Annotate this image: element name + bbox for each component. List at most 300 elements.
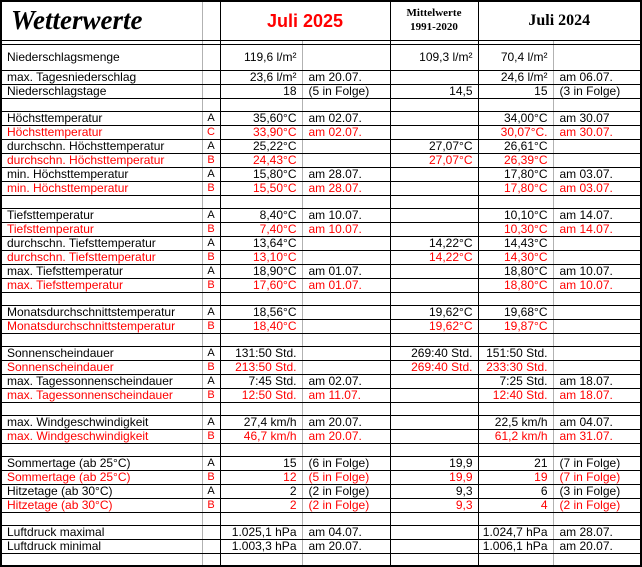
table-row — [2, 346, 640, 360]
spacer-cell — [202, 553, 220, 565]
table-row — [2, 388, 640, 402]
date-previous-month: am 10.07. — [553, 278, 640, 292]
spacer-cell — [302, 333, 390, 346]
date-current-month — [302, 319, 390, 333]
value-reference-period — [390, 125, 478, 139]
value-previous-month: 21 — [478, 456, 553, 470]
spacer-cell — [202, 195, 220, 208]
date-current-month: am 20.07. — [302, 70, 390, 84]
table-row — [2, 360, 640, 374]
weather-table — [2, 2, 640, 565]
spacer-cell — [302, 443, 390, 456]
row-label: Tiefsttemperatur — [2, 222, 202, 236]
spacer-cell — [390, 402, 478, 415]
row-label: durchschn. Tiefsttemperatur — [2, 236, 202, 250]
value-reference-period — [390, 525, 478, 539]
series-flag — [202, 525, 220, 539]
value-previous-month: 7:25 Std. — [478, 374, 553, 388]
spacer-cell — [202, 443, 220, 456]
date-previous-month: am 30.07 — [553, 111, 640, 125]
value-current-month: 35,60°C — [220, 111, 302, 125]
date-current-month — [302, 44, 390, 70]
spacer-cell — [390, 195, 478, 208]
date-previous-month: am 14.07. — [553, 222, 640, 236]
value-current-month: 25,22°C — [220, 139, 302, 153]
date-current-month: am 02.07. — [302, 111, 390, 125]
table-row — [2, 525, 640, 539]
series-flag — [202, 539, 220, 553]
date-previous-month — [553, 250, 640, 264]
value-current-month: 7,40°C — [220, 222, 302, 236]
spacer-cell — [220, 195, 302, 208]
value-previous-month: 15 — [478, 84, 553, 98]
value-previous-month: 10,30°C — [478, 222, 553, 236]
series-flag: B — [202, 360, 220, 374]
value-reference-period — [390, 111, 478, 125]
value-reference-period: 19,9 — [390, 470, 478, 484]
date-current-month: am 28.07. — [302, 181, 390, 195]
spacer-row — [2, 443, 640, 456]
value-current-month: 18,40°C — [220, 319, 302, 333]
value-previous-month: 14,30°C — [478, 250, 553, 264]
series-flag: A — [202, 208, 220, 222]
value-reference-period: 9,3 — [390, 484, 478, 498]
spacer-cell — [220, 98, 302, 111]
value-reference-period — [390, 539, 478, 553]
date-current-month: am 10.07. — [302, 222, 390, 236]
value-reference-period: 109,3 l/m² — [390, 44, 478, 70]
date-previous-month: am 04.07. — [553, 415, 640, 429]
spacer-cell — [202, 512, 220, 525]
date-previous-month: (7 in Folge) — [553, 456, 640, 470]
row-label: min. Höchsttemperatur — [2, 181, 202, 195]
date-previous-month — [553, 360, 640, 374]
table-row — [2, 111, 640, 125]
value-current-month: 17,60°C — [220, 278, 302, 292]
value-reference-period: 9,3 — [390, 498, 478, 512]
spacer-cell — [302, 195, 390, 208]
row-label: Monatsdurchschnittstemperatur — [2, 319, 202, 333]
value-reference-period: 269:40 Std. — [390, 346, 478, 360]
row-label: durchschn. Tiefsttemperatur — [2, 250, 202, 264]
header-reference-period-line2: 1991-2020 — [410, 20, 458, 33]
date-previous-month: am 06.07. — [553, 70, 640, 84]
date-previous-month: am 18.07. — [553, 388, 640, 402]
value-reference-period: 14,5 — [390, 84, 478, 98]
value-previous-month: 24,6 l/m² — [478, 70, 553, 84]
spacer-cell — [390, 292, 478, 305]
series-flag: B — [202, 429, 220, 443]
spacer-row — [2, 333, 640, 346]
spacer-cell — [302, 292, 390, 305]
spacer-cell — [2, 195, 202, 208]
date-current-month: am 20.07. — [302, 429, 390, 443]
table-row — [2, 498, 640, 512]
spacer-cell — [390, 443, 478, 456]
value-current-month: 15,80°C — [220, 167, 302, 181]
header-row — [2, 2, 640, 40]
date-previous-month: (3 in Folge) — [553, 484, 640, 498]
series-flag: B — [202, 278, 220, 292]
date-previous-month: am 28.07. — [553, 525, 640, 539]
spacer-cell — [220, 553, 302, 565]
value-previous-month: 18,80°C — [478, 278, 553, 292]
table-row — [2, 264, 640, 278]
spacer-cell — [478, 553, 553, 565]
value-previous-month: 233:30 Std. — [478, 360, 553, 374]
spacer-cell — [302, 553, 390, 565]
row-label: Sonnenscheindauer — [2, 346, 202, 360]
value-current-month: 12:50 Std. — [220, 388, 302, 402]
value-reference-period — [390, 415, 478, 429]
date-current-month: am 20.07. — [302, 415, 390, 429]
value-current-month: 7:45 Std. — [220, 374, 302, 388]
spacer-cell — [553, 512, 640, 525]
table-row — [2, 484, 640, 498]
value-reference-period — [390, 374, 478, 388]
spacer-cell — [553, 292, 640, 305]
date-current-month: (6 in Folge) — [302, 456, 390, 470]
series-flag: A — [202, 415, 220, 429]
row-label: Niederschlagstage — [2, 84, 202, 98]
series-flag: B — [202, 498, 220, 512]
value-previous-month: 6 — [478, 484, 553, 498]
value-reference-period: 19,62°C — [390, 305, 478, 319]
series-flag: B — [202, 470, 220, 484]
spacer-cell — [553, 98, 640, 111]
spacer-cell — [478, 402, 553, 415]
value-current-month: 18,56°C — [220, 305, 302, 319]
date-current-month — [302, 250, 390, 264]
date-previous-month: (2 in Folge) — [553, 498, 640, 512]
header-reference-period-line1: Mittelwerte — [406, 7, 462, 19]
spacer-cell — [553, 333, 640, 346]
table-row — [2, 70, 640, 84]
value-previous-month: 26,39°C — [478, 153, 553, 167]
table-row — [2, 374, 640, 388]
date-current-month: am 28.07. — [302, 167, 390, 181]
value-previous-month: 30,07°C. — [478, 125, 553, 139]
date-previous-month: am 31.07. — [553, 429, 640, 443]
table-row — [2, 470, 640, 484]
value-previous-month: 22,5 km/h — [478, 415, 553, 429]
value-previous-month: 70,4 l/m² — [478, 44, 553, 70]
date-previous-month: (3 in Folge) — [553, 84, 640, 98]
spacer-row — [2, 402, 640, 415]
date-previous-month: am 20.07. — [553, 539, 640, 553]
date-current-month — [302, 305, 390, 319]
series-flag — [202, 70, 220, 84]
date-current-month: (5 in Folge) — [302, 84, 390, 98]
header-reference-period — [390, 2, 478, 40]
spacer-cell — [2, 292, 202, 305]
spacer-row — [2, 292, 640, 305]
series-flag: A — [202, 305, 220, 319]
header-flag-spacer — [202, 2, 220, 40]
row-label: max. Tiefsttemperatur — [2, 264, 202, 278]
spacer-row — [2, 553, 640, 565]
value-current-month: 15,50°C — [220, 181, 302, 195]
series-flag: B — [202, 153, 220, 167]
value-current-month: 2 — [220, 484, 302, 498]
row-label: max. Tagessonnenscheindauer — [2, 388, 202, 402]
spacer-cell — [302, 98, 390, 111]
date-previous-month: am 03.07. — [553, 167, 640, 181]
spacer-cell — [302, 512, 390, 525]
spacer-cell — [220, 333, 302, 346]
date-previous-month — [553, 319, 640, 333]
date-previous-month — [553, 139, 640, 153]
series-flag: A — [202, 139, 220, 153]
spacer-cell — [2, 553, 202, 565]
date-previous-month: am 14.07. — [553, 208, 640, 222]
value-previous-month: 14,43°C — [478, 236, 553, 250]
value-reference-period — [390, 208, 478, 222]
table-row — [2, 250, 640, 264]
spacer-cell — [553, 195, 640, 208]
value-reference-period: 27,07°C — [390, 139, 478, 153]
date-current-month — [302, 236, 390, 250]
date-current-month — [302, 346, 390, 360]
table-row — [2, 125, 640, 139]
table-row — [2, 181, 640, 195]
spacer-cell — [202, 402, 220, 415]
series-flag: A — [202, 167, 220, 181]
value-previous-month: 17,80°C — [478, 181, 553, 195]
table-row — [2, 236, 640, 250]
value-current-month: 15 — [220, 456, 302, 470]
spacer-cell — [220, 512, 302, 525]
value-current-month: 131:50 Std. — [220, 346, 302, 360]
series-flag: A — [202, 264, 220, 278]
date-previous-month: am 03.07. — [553, 181, 640, 195]
value-current-month: 46,7 km/h — [220, 429, 302, 443]
series-flag: C — [202, 125, 220, 139]
spacer-cell — [478, 195, 553, 208]
row-label: max. Tiefsttemperatur — [2, 278, 202, 292]
row-label: max. Tagesniederschlag — [2, 70, 202, 84]
date-current-month: (5 in Folge) — [302, 470, 390, 484]
value-previous-month: 17,80°C — [478, 167, 553, 181]
value-previous-month: 34,00°C — [478, 111, 553, 125]
value-previous-month: 18,80°C — [478, 264, 553, 278]
spacer-cell — [390, 333, 478, 346]
value-reference-period: 14,22°C — [390, 236, 478, 250]
spacer-cell — [553, 443, 640, 456]
spacer-cell — [478, 443, 553, 456]
value-reference-period — [390, 429, 478, 443]
series-flag: A — [202, 484, 220, 498]
row-label: Niederschlagsmenge — [2, 44, 202, 70]
value-current-month: 119,6 l/m² — [220, 44, 302, 70]
value-reference-period: 14,22°C — [390, 250, 478, 264]
row-label: Höchsttemperatur — [2, 125, 202, 139]
table-body — [2, 40, 640, 565]
spacer-cell — [390, 553, 478, 565]
spacer-cell — [220, 292, 302, 305]
table-row — [2, 44, 640, 70]
date-current-month: am 02.07. — [302, 125, 390, 139]
spacer-cell — [390, 98, 478, 111]
value-current-month: 13,64°C — [220, 236, 302, 250]
row-label: durchschn. Höchsttemperatur — [2, 139, 202, 153]
header-previous-month: Juli 2024 — [478, 2, 640, 40]
spacer-cell — [2, 98, 202, 111]
date-current-month: am 20.07. — [302, 539, 390, 553]
series-flag: A — [202, 456, 220, 470]
date-current-month: am 11.07. — [302, 388, 390, 402]
value-reference-period: 19,9 — [390, 456, 478, 470]
row-label: durchschn. Höchsttemperatur — [2, 153, 202, 167]
row-label: min. Höchsttemperatur — [2, 167, 202, 181]
spacer-row — [2, 195, 640, 208]
value-reference-period — [390, 264, 478, 278]
row-label: Hitzetage (ab 30°C) — [2, 484, 202, 498]
value-current-month: 1.025,1 hPa — [220, 525, 302, 539]
value-previous-month: 4 — [478, 498, 553, 512]
header-current-month: Juli 2025 — [220, 2, 390, 40]
date-previous-month: (7 in Folge) — [553, 470, 640, 484]
value-previous-month: 1.006,1 hPa — [478, 539, 553, 553]
spacer-cell — [202, 333, 220, 346]
date-previous-month — [553, 305, 640, 319]
spacer-cell — [202, 292, 220, 305]
value-previous-month: 10,10°C — [478, 208, 553, 222]
value-current-month: 24,43°C — [220, 153, 302, 167]
value-reference-period: 27,07°C — [390, 153, 478, 167]
date-current-month — [302, 153, 390, 167]
row-label: Sommertage (ab 25°C) — [2, 456, 202, 470]
value-current-month: 2 — [220, 498, 302, 512]
table-row — [2, 456, 640, 470]
table-row — [2, 278, 640, 292]
spacer-row — [2, 512, 640, 525]
date-current-month — [302, 360, 390, 374]
value-previous-month: 1.024,7 hPa — [478, 525, 553, 539]
spacer-row — [2, 98, 640, 111]
value-current-month: 18 — [220, 84, 302, 98]
table-row — [2, 139, 640, 153]
series-flag: B — [202, 388, 220, 402]
spacer-cell — [390, 512, 478, 525]
value-current-month: 1.003,3 hPa — [220, 539, 302, 553]
spacer-cell — [478, 333, 553, 346]
spacer-cell — [478, 292, 553, 305]
table-row — [2, 305, 640, 319]
date-previous-month: am 10.07. — [553, 264, 640, 278]
spacer-cell — [2, 402, 202, 415]
series-flag: B — [202, 222, 220, 236]
row-label: Sonnenscheindauer — [2, 360, 202, 374]
date-current-month — [302, 139, 390, 153]
value-previous-month: 151:50 Std. — [478, 346, 553, 360]
value-previous-month: 19,68°C — [478, 305, 553, 319]
spacer-cell — [2, 512, 202, 525]
series-flag: B — [202, 319, 220, 333]
table-row — [2, 415, 640, 429]
value-current-month: 12 — [220, 470, 302, 484]
spacer-cell — [2, 333, 202, 346]
value-previous-month: 12:40 Std. — [478, 388, 553, 402]
table-row — [2, 167, 640, 181]
page-title: Wetterwerte — [2, 2, 202, 40]
row-label: max. Tagessonnenscheindauer — [2, 374, 202, 388]
date-previous-month — [553, 153, 640, 167]
spacer-cell — [478, 512, 553, 525]
series-flag: A — [202, 111, 220, 125]
date-current-month: (2 in Folge) — [302, 498, 390, 512]
series-flag: B — [202, 181, 220, 195]
value-reference-period: 269:40 Std. — [390, 360, 478, 374]
value-reference-period — [390, 278, 478, 292]
spacer-cell — [478, 98, 553, 111]
value-current-month: 213:50 Std. — [220, 360, 302, 374]
date-previous-month: am 30.07. — [553, 125, 640, 139]
date-previous-month — [553, 44, 640, 70]
value-reference-period — [390, 181, 478, 195]
date-current-month: am 01.07. — [302, 264, 390, 278]
date-current-month: am 01.07. — [302, 278, 390, 292]
series-flag: B — [202, 250, 220, 264]
row-label: Hitzetage (ab 30°C) — [2, 498, 202, 512]
row-label: Luftdruck maximal — [2, 525, 202, 539]
value-reference-period — [390, 388, 478, 402]
spacer-cell — [220, 402, 302, 415]
spacer-cell — [220, 443, 302, 456]
date-current-month: am 04.07. — [302, 525, 390, 539]
value-current-month: 18,90°C — [220, 264, 302, 278]
value-current-month: 33,90°C — [220, 125, 302, 139]
row-label: max. Windgeschwindigkeit — [2, 415, 202, 429]
date-previous-month: am 18.07. — [553, 374, 640, 388]
value-reference-period: 19,62°C — [390, 319, 478, 333]
table-row — [2, 153, 640, 167]
row-label: Tiefsttemperatur — [2, 208, 202, 222]
date-current-month: am 02.07. — [302, 374, 390, 388]
value-current-month: 23,6 l/m² — [220, 70, 302, 84]
series-flag — [202, 44, 220, 70]
value-previous-month: 19,87°C — [478, 319, 553, 333]
series-flag: A — [202, 346, 220, 360]
table-row — [2, 429, 640, 443]
table-row — [2, 84, 640, 98]
value-reference-period — [390, 167, 478, 181]
value-previous-month: 19 — [478, 470, 553, 484]
value-current-month: 27,4 km/h — [220, 415, 302, 429]
row-label: Sommertage (ab 25°C) — [2, 470, 202, 484]
table-row — [2, 539, 640, 553]
row-label: Höchsttemperatur — [2, 111, 202, 125]
spacer-cell — [302, 402, 390, 415]
spacer-cell — [553, 402, 640, 415]
series-flag: A — [202, 236, 220, 250]
spacer-cell — [202, 98, 220, 111]
date-previous-month — [553, 346, 640, 360]
spacer-cell — [2, 443, 202, 456]
table-row — [2, 319, 640, 333]
date-previous-month — [553, 236, 640, 250]
value-current-month: 8,40°C — [220, 208, 302, 222]
series-flag: A — [202, 374, 220, 388]
series-flag — [202, 84, 220, 98]
date-current-month: am 10.07. — [302, 208, 390, 222]
row-label: max. Windgeschwindigkeit — [2, 429, 202, 443]
row-label: Luftdruck minimal — [2, 539, 202, 553]
value-previous-month: 26,61°C — [478, 139, 553, 153]
value-previous-month: 61,2 km/h — [478, 429, 553, 443]
date-current-month: (2 in Folge) — [302, 484, 390, 498]
row-label: Monatsdurchschnittstemperatur — [2, 305, 202, 319]
